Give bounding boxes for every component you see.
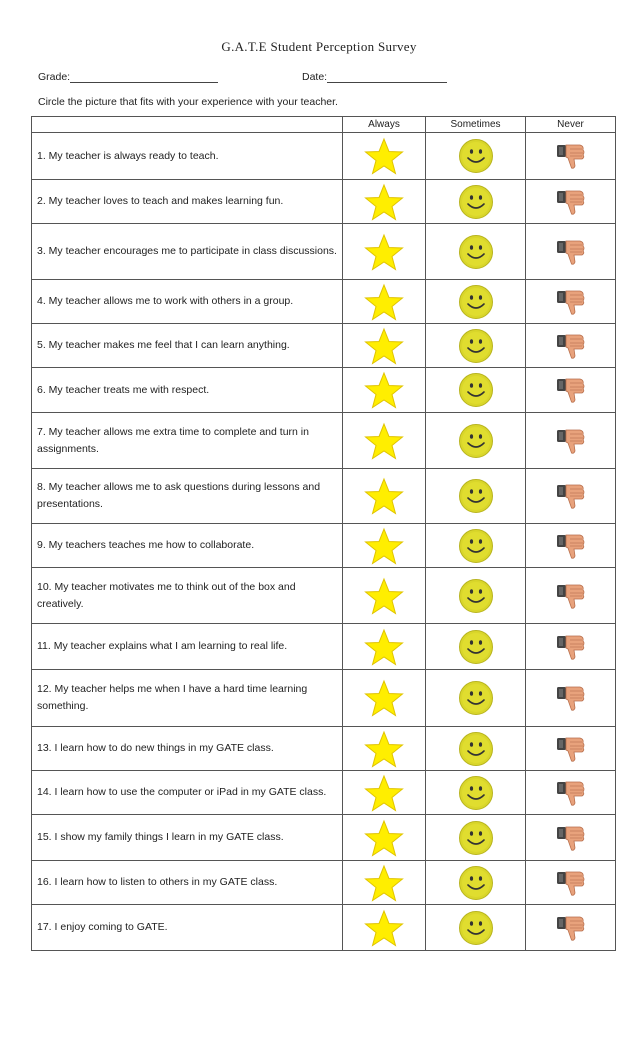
thumbs-down-icon[interactable]: [526, 324, 616, 368]
thumbs-down-icon[interactable]: [526, 469, 616, 524]
header-never: Never: [526, 117, 616, 133]
thumbs-down-icon[interactable]: [526, 771, 616, 815]
smiley-face-icon[interactable]: [426, 524, 526, 568]
question-text: 7. My teacher allows me extra time to complete and turn in assignments.: [32, 413, 343, 469]
smiley-face-icon[interactable]: [426, 861, 526, 905]
thumbs-down-icon[interactable]: [526, 368, 616, 413]
smiley-face-icon[interactable]: [426, 224, 526, 280]
grade-field: [38, 71, 218, 83]
question-text: 1. My teacher is always ready to teach.: [32, 133, 343, 180]
star-icon[interactable]: [343, 670, 426, 727]
question-text: 10. My teacher motivates me to think out of the box and creatively.: [32, 568, 343, 624]
thumbs-down-icon[interactable]: [526, 815, 616, 861]
smiley-face-icon[interactable]: [426, 670, 526, 727]
smiley-face-icon[interactable]: [426, 815, 526, 861]
survey-row: [32, 224, 616, 280]
star-icon[interactable]: [343, 727, 426, 771]
survey-row: [32, 324, 616, 368]
question-text: 6. My teacher treats me with respect.: [32, 368, 343, 413]
smiley-face-icon[interactable]: [426, 180, 526, 224]
thumbs-down-icon[interactable]: [526, 670, 616, 727]
star-icon[interactable]: [343, 624, 426, 670]
thumbs-down-icon[interactable]: [526, 861, 616, 905]
question-text: 13. I learn how to do new things in my GATE class.: [32, 727, 343, 771]
survey-row: [32, 624, 616, 670]
star-icon[interactable]: [343, 815, 426, 861]
header-sometimes: Sometimes: [426, 117, 526, 133]
thumbs-down-icon[interactable]: [526, 524, 616, 568]
survey-row: [32, 280, 616, 324]
header-row: [32, 117, 616, 133]
survey-row: [32, 524, 616, 568]
question-text: 15. I show my family things I learn in my GATE class.: [32, 815, 343, 861]
survey-row: [32, 413, 616, 469]
star-icon[interactable]: [343, 469, 426, 524]
question-text: 11. My teacher explains what I am learning to real life.: [32, 624, 343, 670]
survey-row: [32, 815, 616, 861]
smiley-face-icon[interactable]: [426, 280, 526, 324]
date-field: [302, 71, 447, 83]
star-icon[interactable]: [343, 861, 426, 905]
grade-blank[interactable]: [70, 71, 218, 83]
survey-row: [32, 180, 616, 224]
survey-row: [32, 133, 616, 180]
star-icon[interactable]: [343, 905, 426, 951]
instructions: Circle the picture that fits with your experience with your teacher.: [38, 96, 338, 108]
survey-table: [31, 116, 616, 951]
question-text: 14. I learn how to use the computer or iPad in my GATE class.: [32, 771, 343, 815]
question-text: 12. My teacher helps me when I have a hard time learning something.: [32, 670, 343, 727]
question-text: 4. My teacher allows me to work with others in a group.: [32, 280, 343, 324]
smiley-face-icon[interactable]: [426, 368, 526, 413]
star-icon[interactable]: [343, 771, 426, 815]
question-text: 2. My teacher loves to teach and makes learning fun.: [32, 180, 343, 224]
survey-title: G.A.T.E Student Perception Survey: [221, 39, 417, 54]
thumbs-down-icon[interactable]: [526, 727, 616, 771]
smiley-face-icon[interactable]: [426, 469, 526, 524]
smiley-face-icon[interactable]: [426, 905, 526, 951]
star-icon[interactable]: [343, 324, 426, 368]
thumbs-down-icon[interactable]: [526, 133, 616, 180]
star-icon[interactable]: [343, 413, 426, 469]
smiley-face-icon[interactable]: [426, 413, 526, 469]
question-text: 17. I enjoy coming to GATE.: [32, 905, 343, 951]
star-icon[interactable]: [343, 280, 426, 324]
smiley-face-icon[interactable]: [426, 568, 526, 624]
question-text: 16. I learn how to listen to others in my GATE class.: [32, 861, 343, 905]
thumbs-down-icon[interactable]: [526, 280, 616, 324]
star-icon[interactable]: [343, 568, 426, 624]
thumbs-down-icon[interactable]: [526, 905, 616, 951]
star-icon[interactable]: [343, 368, 426, 413]
smiley-face-icon[interactable]: [426, 624, 526, 670]
survey-row: [32, 905, 616, 951]
date-label: Date:: [302, 71, 328, 83]
thumbs-down-icon[interactable]: [526, 624, 616, 670]
survey-row: [32, 861, 616, 905]
question-text: 3. My teacher encourages me to participate in class discussions.: [32, 224, 343, 280]
star-icon[interactable]: [343, 524, 426, 568]
survey-row: [32, 568, 616, 624]
smiley-face-icon[interactable]: [426, 133, 526, 180]
grade-label: Grade:: [38, 71, 71, 83]
survey-row: [32, 771, 616, 815]
star-icon[interactable]: [343, 133, 426, 180]
question-text: 5. My teacher makes me feel that I can learn anything.: [32, 324, 343, 368]
smiley-face-icon[interactable]: [426, 727, 526, 771]
smiley-face-icon[interactable]: [426, 324, 526, 368]
survey-row: [32, 727, 616, 771]
thumbs-down-icon[interactable]: [526, 180, 616, 224]
thumbs-down-icon[interactable]: [526, 413, 616, 469]
star-icon[interactable]: [343, 224, 426, 280]
header-question: [32, 117, 343, 133]
survey-row: [32, 469, 616, 524]
star-icon[interactable]: [343, 180, 426, 224]
question-text: 9. My teachers teaches me how to collaborate.: [32, 524, 343, 568]
thumbs-down-icon[interactable]: [526, 568, 616, 624]
smiley-face-icon[interactable]: [426, 771, 526, 815]
header-always: Always: [343, 117, 426, 133]
date-blank[interactable]: [327, 71, 447, 83]
survey-row: [32, 670, 616, 727]
survey-row: [32, 368, 616, 413]
question-text: 8. My teacher allows me to ask questions during lessons and presentations.: [32, 469, 343, 524]
thumbs-down-icon[interactable]: [526, 224, 616, 280]
